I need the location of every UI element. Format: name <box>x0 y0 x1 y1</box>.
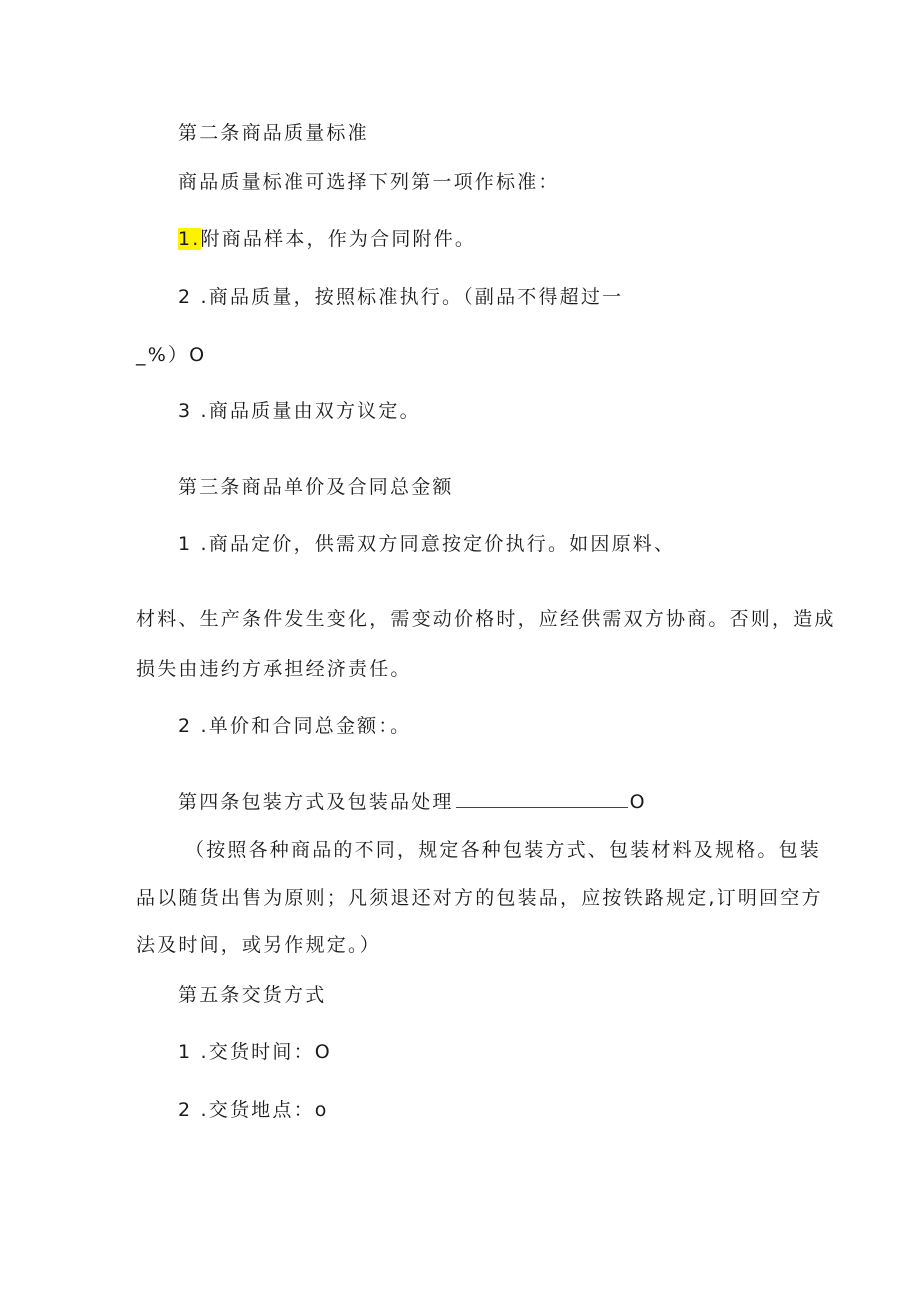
article3-item1: 1 .商品定价，供需双方同意按定价执行。如因原料、 <box>178 533 676 555</box>
article5-title: 第五条交货方式 <box>178 984 327 1006</box>
article2-item1-text: 附商品样本，作为合同附件。 <box>200 228 477 250</box>
article2-item1 <box>178 227 476 251</box>
article4-title-line <box>178 789 647 814</box>
article5-item1: 1 .交货时间：O <box>178 1041 332 1063</box>
fill-in-blank <box>456 789 628 808</box>
article2-item3: 3 .商品质量由双方议定。 <box>178 400 421 422</box>
highlighted-item-number: 1. <box>178 228 201 250</box>
article2-intro: 商品质量标准可选择下列第一项作标准： <box>178 171 560 193</box>
article2-title: 第二条商品质量标准 <box>178 122 369 144</box>
article2-item2-continuation: _%）O <box>136 344 207 366</box>
article3-paragraph-line1: 材料、生产条件发生变化，需变动价格时，应经供需双方协商。否则，造成 <box>136 608 836 630</box>
article5-item2: 2 .交货地点：o <box>178 1099 329 1121</box>
article4-note-line3: 法及时间，或另作规定。） <box>136 934 381 956</box>
article3-item2: 2 .单价和合同总金额：。 <box>178 715 412 737</box>
article4-note-line2: 品以随货出售为原则；凡须退还对方的包装品，应按铁路规定,订明回空方 <box>136 887 823 909</box>
article3-title: 第三条商品单价及合同总金额 <box>178 476 454 498</box>
article4-title: 第四条包装方式及包装品处理 <box>178 791 454 813</box>
article3-paragraph-line2: 损失由违约方承担经济责任。 <box>136 658 412 680</box>
article4-title-suffix: O <box>629 791 647 813</box>
article4-note-line1: （按照各种商品的不同，规定各种包装方式、包装材料及规格。包装 <box>185 839 822 861</box>
article2-item2: 2 .商品质量，按照标准执行。（副品不得超过一 <box>178 286 624 308</box>
